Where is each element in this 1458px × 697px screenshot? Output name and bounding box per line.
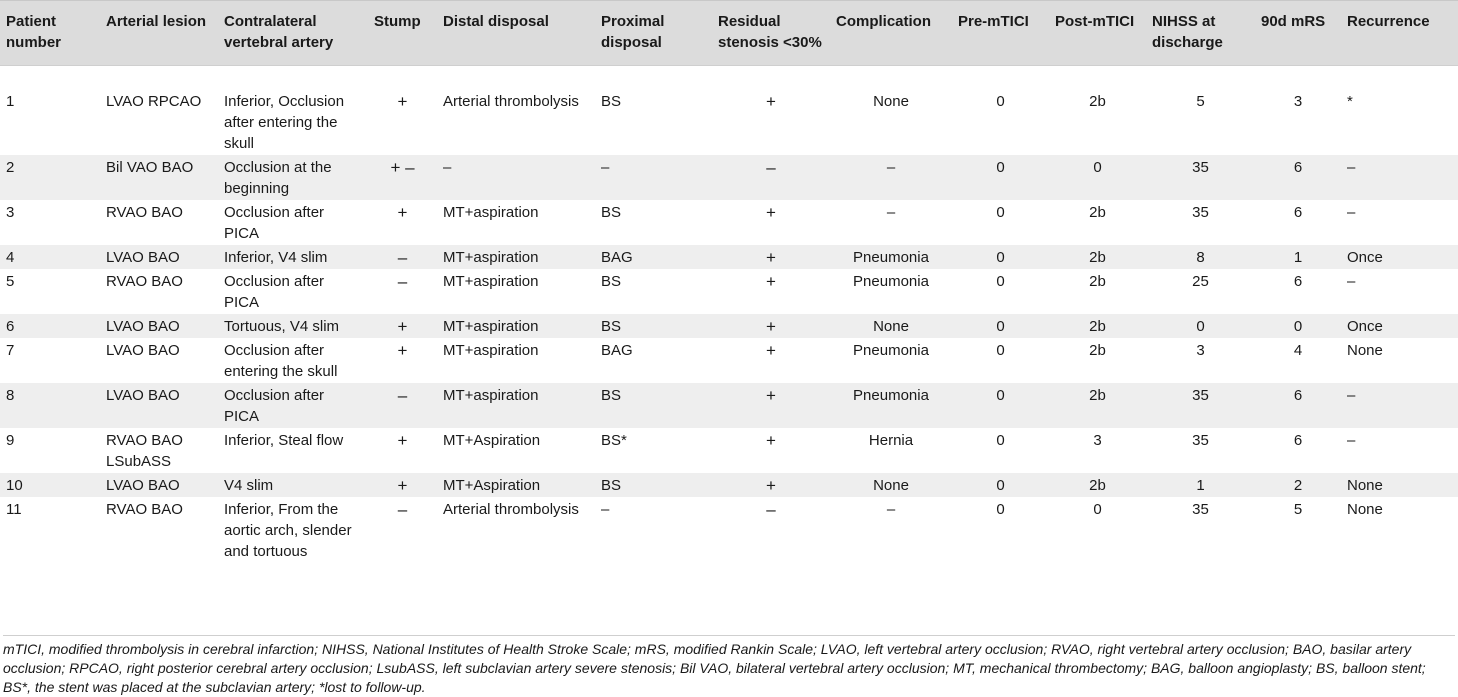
table-cell: – [830, 155, 952, 200]
table-cell: 0 [952, 314, 1049, 338]
table-cell: MT+aspiration [437, 338, 595, 383]
table-cell: 6 [1255, 383, 1341, 428]
table-cell: – [368, 497, 437, 563]
table-body [0, 66, 1458, 564]
table-cell: Arterial thrombolysis [437, 89, 595, 155]
table-row [0, 269, 1458, 314]
table-cell: 0 [952, 338, 1049, 383]
table-cell: – [595, 155, 712, 200]
table-cell: 10 [0, 473, 100, 497]
header-cell: Complication [830, 1, 952, 66]
table-cell: 2b [1049, 314, 1146, 338]
table-row [0, 200, 1458, 245]
table-cell: Inferior, Steal flow [218, 428, 368, 473]
table-cell: Occlusion after PICA [218, 269, 368, 314]
table-cell: 0 [952, 89, 1049, 155]
table-cell: BS [595, 383, 712, 428]
header-spacer [0, 66, 1458, 90]
table-cell: + – [368, 155, 437, 200]
table-cell: LVAO RPCAO [100, 89, 218, 155]
table-cell: 3 [1146, 338, 1255, 383]
table-cell: Tortuous, V4 slim [218, 314, 368, 338]
table-cell: – [368, 269, 437, 314]
table-cell: None [1341, 473, 1458, 497]
header-cell: Proximal disposal [595, 1, 712, 66]
table-cell: LVAO BAO [100, 338, 218, 383]
table-cell: None [830, 89, 952, 155]
table-cell: None [830, 473, 952, 497]
table-row [0, 383, 1458, 428]
table-cell: MT+Aspiration [437, 473, 595, 497]
table-cell: + [712, 269, 830, 314]
table-cell: 0 [1146, 314, 1255, 338]
header-cell: Patient number [0, 1, 100, 66]
table-cell: Inferior, Occlusion after entering the skull [218, 89, 368, 155]
header-cell: Arterial lesion [100, 1, 218, 66]
table-cell: 0 [952, 245, 1049, 269]
table-cell: V4 slim [218, 473, 368, 497]
table-cell: + [368, 200, 437, 245]
table-cell: Bil VAO BAO [100, 155, 218, 200]
table-cell: 0 [952, 383, 1049, 428]
table-cell: BAG [595, 338, 712, 383]
table-cell: Occlusion after entering the skull [218, 338, 368, 383]
table-cell: 8 [1146, 245, 1255, 269]
table-cell: + [712, 338, 830, 383]
table-cell: MT+aspiration [437, 269, 595, 314]
table-cell: 6 [1255, 269, 1341, 314]
table-cell: 25 [1146, 269, 1255, 314]
table-cell: Hernia [830, 428, 952, 473]
table-cell: + [712, 383, 830, 428]
table-cell: BAG [595, 245, 712, 269]
table-cell: Arterial thrombolysis [437, 497, 595, 563]
header-cell: Contralateral vertebral artery [218, 1, 368, 66]
table-cell: + [712, 245, 830, 269]
table-cell: 2b [1049, 200, 1146, 245]
table-cell: 5 [1146, 89, 1255, 155]
table-cell: BS [595, 473, 712, 497]
table-cell: 3 [1255, 89, 1341, 155]
table-cell: Pneumonia [830, 245, 952, 269]
table-cell: + [712, 200, 830, 245]
table-cell: MT+aspiration [437, 200, 595, 245]
table-cell: 0 [952, 473, 1049, 497]
table-cell: – [830, 497, 952, 563]
table-cell: 3 [1049, 428, 1146, 473]
table-cell: – [1341, 428, 1458, 473]
table-cell: BS [595, 200, 712, 245]
table-cell: + [712, 314, 830, 338]
table-cell: – [1341, 383, 1458, 428]
header-cell: Post-mTICI [1049, 1, 1146, 66]
table-cell: 0 [952, 428, 1049, 473]
table-cell: – [437, 155, 595, 200]
table-footnote: mTICI, modified thrombolysis in cerebral infarction; NIHSS, National Institutes of Health Stroke Scale; mRS, modified Rankin Scale; LVAO, left vertebral artery occlusion; RVAO, right vertebral artery occlusion; BAO, basilar artery occlusion; RPCAO, right posterior cerebral artery occlusion; LsubASS, left subclavian artery severe stenosis; Bil VAO, bilateral vertebral artery occlusion; MT, mechanical thrombectomy; BAG, balloon angioplasty; BS, balloon stent; BS*, the stent was placed at the subclavian artery; *lost to follow-up. [3, 635, 1455, 697]
table-cell: 35 [1146, 428, 1255, 473]
table-cell: – [595, 497, 712, 563]
table-cell: 0 [1255, 314, 1341, 338]
table-cell: – [1341, 200, 1458, 245]
table-row [0, 428, 1458, 473]
table-cell: 4 [1255, 338, 1341, 383]
table-cell: + [712, 89, 830, 155]
table-row [0, 155, 1458, 200]
table-cell: 35 [1146, 383, 1255, 428]
table-row [0, 473, 1458, 497]
table-cell: 2b [1049, 383, 1146, 428]
table-cell: 2 [1255, 473, 1341, 497]
table-cell: LVAO BAO [100, 473, 218, 497]
header-cell: Stump [368, 1, 437, 66]
table-cell: – [830, 200, 952, 245]
table-cell: 1 [1146, 473, 1255, 497]
table-cell: 1 [1255, 245, 1341, 269]
table-cell: Inferior, V4 slim [218, 245, 368, 269]
table-cell: 2b [1049, 269, 1146, 314]
table-row [0, 497, 1458, 563]
table-cell: MT+aspiration [437, 314, 595, 338]
table-cell: RVAO BAO [100, 200, 218, 245]
table-cell: BS* [595, 428, 712, 473]
table-cell: MT+Aspiration [437, 428, 595, 473]
table-cell: 4 [0, 245, 100, 269]
table-cell: BS [595, 89, 712, 155]
table-cell: Pneumonia [830, 269, 952, 314]
table-cell: – [1341, 155, 1458, 200]
table-cell: LVAO BAO [100, 245, 218, 269]
table-cell: LVAO BAO [100, 383, 218, 428]
table-cell: 0 [952, 269, 1049, 314]
table-cell: Once [1341, 245, 1458, 269]
table-row [0, 338, 1458, 383]
table-cell: + [712, 473, 830, 497]
table-cell: Inferior, From the aortic arch, slender and tortuous [218, 497, 368, 563]
table-cell: + [368, 314, 437, 338]
table-cell: 0 [952, 200, 1049, 245]
table-cell: 1 [0, 89, 100, 155]
table-cell: 7 [0, 338, 100, 383]
table-cell: Occlusion after PICA [218, 200, 368, 245]
table-cell: None [1341, 497, 1458, 563]
table-cell: + [368, 428, 437, 473]
table-row [0, 314, 1458, 338]
table-cell: Pneumonia [830, 338, 952, 383]
table-cell: + [712, 428, 830, 473]
table-cell: BS [595, 314, 712, 338]
table-cell: RVAO BAO [100, 497, 218, 563]
table-cell: 35 [1146, 497, 1255, 563]
table-cell: – [368, 245, 437, 269]
table-cell: RVAO BAO [100, 269, 218, 314]
table-cell: 5 [1255, 497, 1341, 563]
table-cell: – [368, 383, 437, 428]
table-cell: Once [1341, 314, 1458, 338]
table-cell: 35 [1146, 155, 1255, 200]
table-cell: + [368, 473, 437, 497]
header-cell: 90d mRS [1255, 1, 1341, 66]
table-cell: RVAO BAO LSubASS [100, 428, 218, 473]
table-cell: LVAO BAO [100, 314, 218, 338]
table-cell: Occlusion at the beginning [218, 155, 368, 200]
table-cell: + [368, 338, 437, 383]
header-cell: Residual stenosis <30% [712, 1, 830, 66]
table-cell: 5 [0, 269, 100, 314]
table-cell: MT+aspiration [437, 383, 595, 428]
header-cell: NIHSS at discharge [1146, 1, 1255, 66]
table-cell: 6 [0, 314, 100, 338]
table-row [0, 245, 1458, 269]
table-cell: * [1341, 89, 1458, 155]
table-cell: 8 [0, 383, 100, 428]
header-row [0, 1, 1458, 66]
table-cell: None [1341, 338, 1458, 383]
table-cell: 6 [1255, 200, 1341, 245]
table-row [0, 89, 1458, 155]
table-cell: 2 [0, 155, 100, 200]
table-cell: 0 [1049, 497, 1146, 563]
header-cell: Recurrence [1341, 1, 1458, 66]
table-cell: None [830, 314, 952, 338]
table-cell: MT+aspiration [437, 245, 595, 269]
table-cell: 2b [1049, 89, 1146, 155]
table-cell: – [712, 497, 830, 563]
table-cell: – [712, 155, 830, 200]
table-cell: 2b [1049, 338, 1146, 383]
table-cell: 3 [0, 200, 100, 245]
table-cell: – [1341, 269, 1458, 314]
header-cell: Distal disposal [437, 1, 595, 66]
table-cell: 6 [1255, 155, 1341, 200]
table-cell: 0 [952, 497, 1049, 563]
table-cell: 9 [0, 428, 100, 473]
table-cell: Occlusion after PICA [218, 383, 368, 428]
table-cell: 11 [0, 497, 100, 563]
table-cell: 6 [1255, 428, 1341, 473]
table-cell: + [368, 89, 437, 155]
table-cell: Pneumonia [830, 383, 952, 428]
table-cell: 2b [1049, 245, 1146, 269]
table-cell: BS [595, 269, 712, 314]
table-cell: 0 [1049, 155, 1146, 200]
table-cell: 2b [1049, 473, 1146, 497]
table-cell: 0 [952, 155, 1049, 200]
header-cell: Pre-mTICI [952, 1, 1049, 66]
table-cell: 35 [1146, 200, 1255, 245]
